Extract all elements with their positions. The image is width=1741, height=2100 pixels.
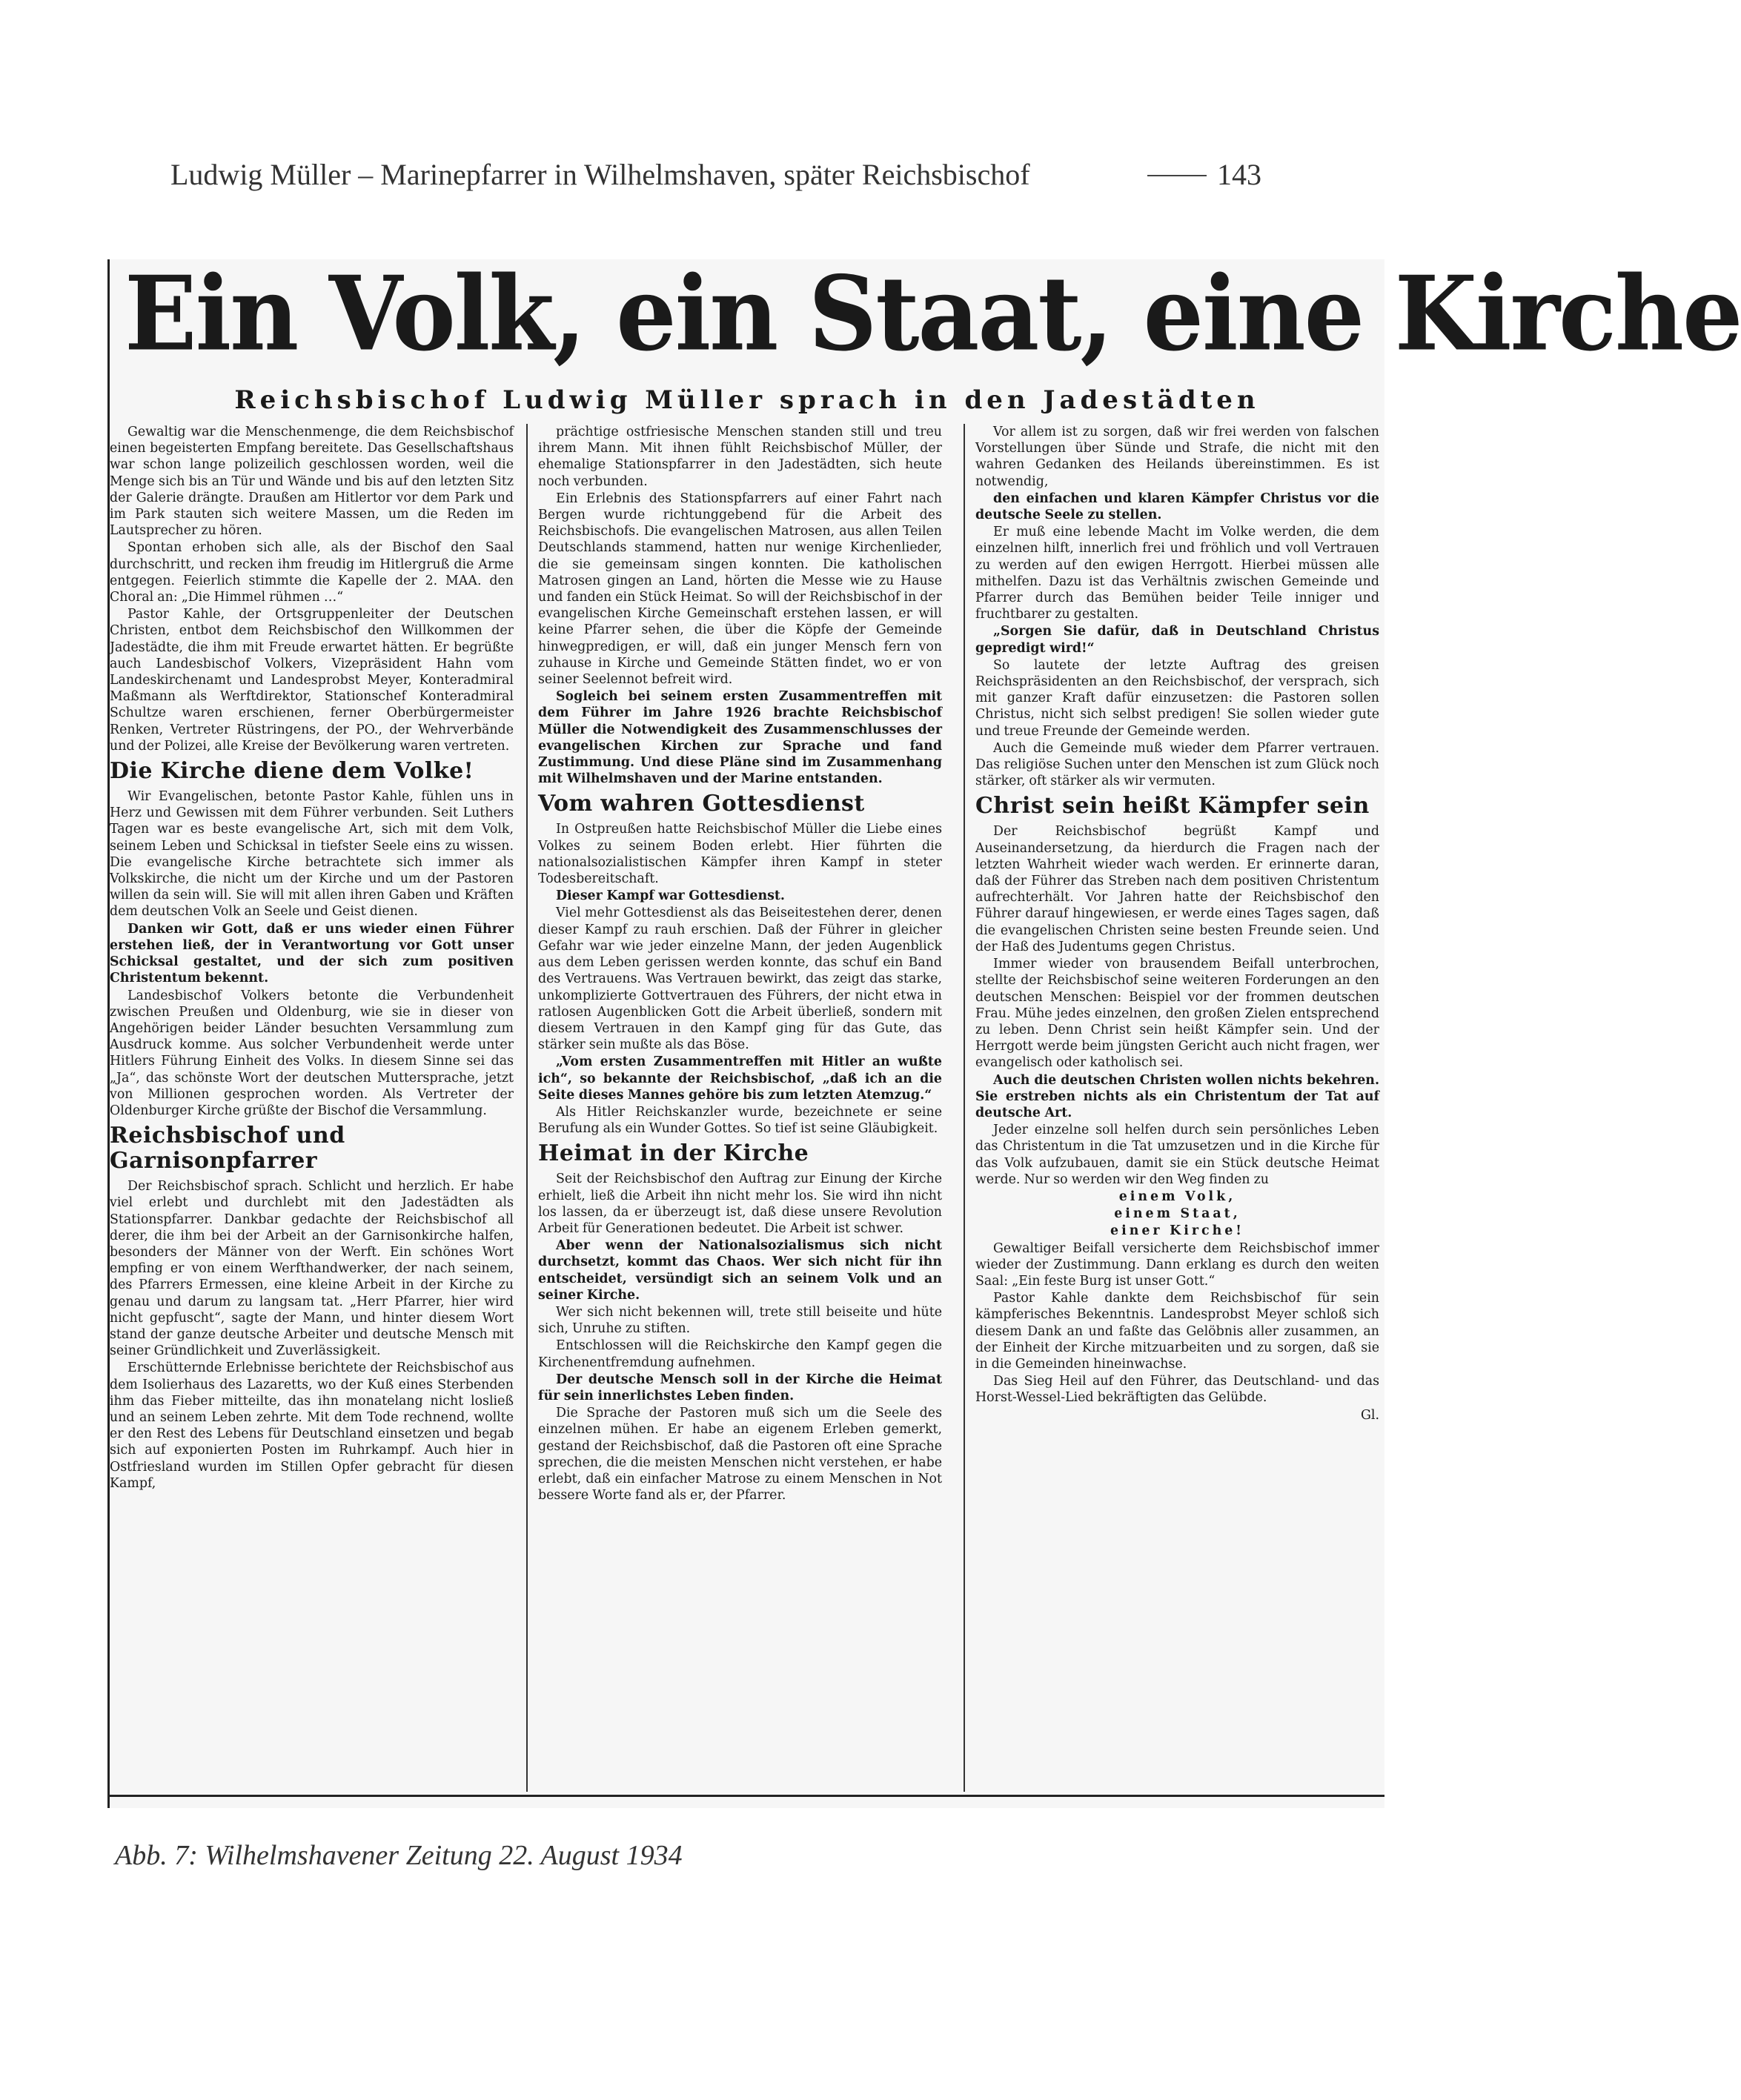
paragraph: Er muß eine lebende Macht im Volke werden, die dem einzelnen hilft, innerlich frei und fröhlich und voll Vertrauen zu werden auf den ewigen Herrgott. Hierbei müssen alle mithelfen. Dazu ist das Verhältnis zwischen Gemeinde und Pfarrer durch das Bemühen beider Teile inniger und fruchtbarer zu gestalten. <box>975 525 1379 622</box>
emphasized-paragraph: Danken wir Gott, daß er uns wieder einen Führer erstehen ließ, der in Verantwortung vor Gott unser Schicksal gestaltet, und der sich zum positiven Christentum bekennt. <box>110 921 514 986</box>
paragraph: Pastor Kahle, der Ortsgruppenleiter der Deutschen Christen, entbot dem Reichsbischof den Willkommen der Jadestädte, die ihm mit Freude erwartet hätten. Er begrüßte auch Landesbischof Volkers, Vizepräsident Hahn vom Landeskirchenamt und Landesprobst Meyer, Konteradmiral Maßmann als Werftdirektor, Stationschef Konteradmiral Schultze waren erschienen, ferner Oberbürgermeister Renken, Vertreter Rüstringens, der PO., der Wehrverbände und der Polizei, alle Kreise der Bevölkerung waren vertreten. <box>110 607 514 754</box>
paragraph: So lautete der letzte Auftrag des greisen Reichspräsidenten an den Reichsbischof, der versprach, sich mit ganzer Kraft dafür einzusetzen: die Pastoren sollen Christus, nicht sich selbst predigen! Sie sollen wieder gute und treue Freunde der Gemeinde werden. <box>975 657 1379 739</box>
emphasized-paragraph: „Vom ersten Zusammentreffen mit Hitler an wußte ich“, so bekannte der Reichsbischof, „daß ich an die Seite dieses Mannes gehöre bis zum letzten Atemzug.“ <box>538 1054 942 1103</box>
paragraph: Das Sieg Heil auf den Führer, das Deutschland- und das Horst-Wessel-Lied bekräftigten das Gelübde. <box>975 1374 1379 1406</box>
paragraph: Seit der Reichsbischof den Auftrag zur Einung der Kirche erhielt, ließ die Arbeit ihn nicht mehr los. Sie wird ihn nicht los lassen, da er überzeugt ist, daß diese unsere Revolution Arbeit für Generationen bedeutet. Die Arbeit ist schwer. <box>538 1172 942 1236</box>
article-column-2 <box>538 424 942 1504</box>
paragraph: Der Reichsbischof sprach. Schlicht und herzlich. Er habe viel erlebt und durchlebt mit den Jadestädten als Stationspfarrer. Dankbar gedachte der Reichsbischof all derer, die ihm bei der Arbeit an der Garnisonkirche halfen, besonders der Männer von der Werft. Ein schönes Wort empfing er von einem Werfthandwerker, der nach seinem, des Pfarrers Ermessen, eine kleine Arbeit in der Kirche zu genau und darum zu langsam tat. „Herr Pfarrer, hier wird nicht gepfuscht“, sagte der Mann, und hinter diesem Wort stand der ganze deutsche Arbeiter und deutsche Mensch mit seiner Gründlichkeit und Zuverlässigkeit. <box>110 1179 514 1359</box>
emphasized-paragraph: Der deutsche Mensch soll in der Kirche die Heimat für sein innerlichstes Leben finden. <box>538 1372 942 1403</box>
paragraph: einem Staat, <box>1114 1206 1241 1222</box>
running-head-rule <box>1147 175 1207 176</box>
running-head-title: Ludwig Müller – Marinepfarrer in Wilhelmshaven, später Reichsbischof <box>170 158 1030 191</box>
paragraph: Erschütternde Erlebnisse berichtete der Reichsbischof aus dem Isolierhaus des Lazaretts, wo der Kuß eines Sterbenden ihm das Fieber mitteilte, das ihn monatelang nicht losließ und an seinem Leben zehrte. Mit dem Tode rechnend, wollte er den Rest des Lebens für Deutschland einsetzen und begab sich auf exponierten Posten im Ruhrkampf. Auch hier in Ostfriesland wurden im Stillen Opfer gebracht für diesen Kampf, <box>110 1360 514 1491</box>
section-heading: Christ sein heißt Kämpfer sein <box>975 793 1370 820</box>
article-column-1 <box>110 424 514 1492</box>
paragraph: Die Sprache der Pastoren muß sich um die Seele des einzelnen mühen. Er habe an eigenem Erleben gemerkt, gestand der Reichsbischof, daß die Pastoren oft eine Sprache sprechen, die die meisten Menschen nicht verstehen, er habe erlebt, daß ein einfacher Matrose zu einem Menschen in Not bessere Worte fand als er, der Pfarrer. <box>538 1406 942 1503</box>
figure-caption: Abb. 7: Wilhelmshavener Zeitung 22. August 1934 <box>115 1840 683 1871</box>
column-divider <box>526 424 528 1792</box>
paragraph: prächtige ostfriesische Menschen standen still und treu ihrem Mann. Mit ihnen fühlt Reichsbischof Müller, der ehemalige Stationspfarrer in den Jadestädten, sich heute noch verbunden. <box>538 425 942 489</box>
section-heading: Heimat in der Kirche <box>538 1140 809 1167</box>
bottom-rule <box>110 1795 1384 1797</box>
emphasized-paragraph: Auch die deutschen Christen wollen nichts bekehren. Sie erstreben nichts als ein Christentum der Tat auf deutsche Art. <box>975 1072 1379 1120</box>
paragraph: Entschlossen will die Reichskirche den Kampf gegen die Kirchenentfremdung aufnehmen. <box>538 1338 942 1370</box>
paragraph: Der Reichsbischof begrüßt Kampf und Auseinandersetzung, da hierdurch die Fragen nach der letzten Wahrheit wieder wach werden. Er erinnerte daran, daß der Führer das Streben nach dem positiven Christentum aufrechterhält. Vor Jahren hatte der Reichsbischof den Führer darauf hingewiesen, er werde eines Tages sagen, daß die evangelischen Christen seine besten Freunde seien. Und der Haß des Judentums gegen Christus. <box>975 824 1379 954</box>
paragraph: einer Kirche! <box>1110 1223 1244 1239</box>
paragraph: Viel mehr Gottesdienst als das Beiseitestehen derer, denen dieser Kampf zu rauh erschien. Daß der Führer in gleicher Gefahr war wie jeder einzelne Mann, der jeden Augenblick aus dem Leben gerissen werden konnte, das schuf ein Band des Vertrauens. Was Vertrauen bewirkt, das zeigt das starke, unkomplizierte Gottvertrauen des Führers, der nicht etwa in ratlosen Augenblicken Gott die Arbeit überließ, sondern mit diesem Vertrauen in den Kampf ging für das Gute, das stärker sein mußte als das Böse. <box>538 906 942 1053</box>
paragraph: Ein Erlebnis des Stationspfarrers auf einer Fahrt nach Bergen wurde richtunggebend für die Arbeit des Reichsbischofs. Die evangelischen Matrosen, aus allen Teilen Deutschlands stammend, hatten nur wenige Kirchenlieder, die sie gemeinsam singen konnten. Die katholischen Matrosen gingen an Land, hörten die Messe wie zu Hause und fanden ein Stück Heimat. So will der Reichsbischof in der evangelischen Kirche Gemeinschaft erstehen lassen, er will keine Pfarrer sehen, die über die Köpfe der Gemeinde hinwegpredigen, er will, daß ein junger Mensch fern von zuhause in Kirche und Gemeinde Stätten findet, wo er von seiner Seelennot befreit wird. <box>538 491 942 688</box>
paragraph: Gewaltig war die Menschenmenge, die dem Reichsbischof einen begeisterten Empfang bereitete. Das Gesellschaftshaus war schon lange polizeilich geschlossen worden, weil die Menge sich bis an Tür und Wände und bis auf den letzten Sitz der Galerie drängte. Draußen am Hitlertor vor dem Park und im Park stauten sich weitere Massen, um die Reden im Lautsprecher zu hören. <box>110 425 514 539</box>
article-subheadline: Reichsbischof Ludwig Müller sprach in den Jadestädten <box>234 385 1260 415</box>
paragraph: Auch die Gemeinde muß wieder dem Pfarrer vertrauen. Das religiöse Suchen unter den Menschen ist zum Glück noch stärker, oft stärker als wir vermuten. <box>975 740 1379 789</box>
paragraph: Pastor Kahle dankte dem Reichsbischof für sein kämpferisches Bekenntnis. Landesprobst Meyer schloß sich diesem Dank an und faßte das Gelöbnis aller zusammen, an der Einheit der Kirche mitzuarbeiten und zu sorgen, daß sie in die Gemeinden hineinwachse. <box>975 1291 1379 1372</box>
emphasized-paragraph: Dieser Kampf war Gottesdienst. <box>556 888 785 904</box>
emphasized-paragraph: Aber wenn der Nationalsozialismus sich nicht durchsetzt, kommt das Chaos. Wer sich nicht für ihn entscheidet, versündigt sich an seinem Volk und an seiner Kirche. <box>538 1238 942 1303</box>
paragraph: Gl. <box>1361 1407 1379 1423</box>
section-heading: Vom wahren Gottesdienst <box>538 791 865 817</box>
paragraph: Wir Evangelischen, betonte Pastor Kahle, fühlen uns in Herz und Gewissen mit dem Führer verbunden. Seit Luthers Tagen war es beste evangelische Art, sich mit dem Volk, seinem Leben und Schicksal in tiefster Seele eins zu wissen. Die evangelische Kirche betrachtete sich immer als Volkskirche, die nicht um der Kirche und um der Pastoren willen da sein will. Sie will mit allen ihren Gaben und Kräften dem deutschen Volk an Seele und Geist dienen. <box>110 789 514 920</box>
paragraph: Spontan erhoben sich alle, als der Bischof den Saal durchschritt, und recken ihm freudig im Hitlergruß die Arme entgegen. Feierlich stimmte die Kapelle der 2. MAA. den Choral an: „Die Himmel rühmen …“ <box>110 540 514 605</box>
newspaper-clipping <box>107 254 1741 1808</box>
paragraph: Gewaltiger Beifall versicherte dem Reichsbischof immer wieder der Zustimmung. Dann erklang es durch den weiten Saal: „Ein feste Burg ist unser Gott.“ <box>975 1240 1379 1289</box>
paragraph: Jeder einzelne soll helfen durch sein persönliches Leben das Christentum in die Tat umzusetzen und in die Kirche für das Volk aufzubauen, damit sie ein Stück deutsche Heimat werde. Nur so werden wir den Weg finden zu <box>975 1123 1379 1187</box>
emphasized-paragraph: Sogleich bei seinem ersten Zusammentreffen mit dem Führer im Jahre 1926 brachte Reichsbischof Müller die Notwendigkeit des Zusammenschlusses der evangelischen Kirchen zur Sprache und fand Zustimmung. Und diese Pläne sind im Zusammenhang mit Wilhelmshaven und der Marine entstanden. <box>538 689 942 787</box>
paragraph: Landesbischof Volkers betonte die Verbundenheit zwischen Preußen und Oldenburg, wie sie in dieser von Angehörigen beider Länder besuchten Versammlung zum Ausdruck komme. Aus solcher Verbundenheit werde unter Hitlers Führung Einheit des Volks. In diesem Sinne sei das „Ja“, das schönste Wort der deutschen Muttersprache, jetzt von Millionen gesprochen worden. Als Vertreter der Oldenburger Kirche grüßte der Bischof die Versammlung. <box>110 988 514 1118</box>
article-headline: Ein Volk, ein Staat, eine Kirche <box>125 254 1741 374</box>
section-heading: Die Kirche diene dem Volke! <box>110 758 474 785</box>
emphasized-paragraph: „Sorgen Sie dafür, daß in Deutschland Christus gepredigt wird!“ <box>975 624 1379 656</box>
paragraph: Wer sich nicht bekennen will, trete still beiseite und hüte sich, Unruhe zu stiften. <box>538 1304 942 1337</box>
paragraph: Als Hitler Reichskanzler wurde, bezeichnete er seine Berufung als ein Wunder Gottes. So tief ist seine Gläubigkeit. <box>538 1104 942 1137</box>
article-column-3 <box>975 424 1379 1424</box>
paragraph: Vor allem ist zu sorgen, daß wir frei werden von falschen Vorstellungen über Sünde und Strafe, die nicht mit den wahren Gedanken des Heilands übereinstimmen. Es ist notwendig, <box>975 425 1379 489</box>
paragraph: Immer wieder von brausendem Beifall unterbrochen, stellte der Reichsbischof seine weiteren Forderungen an den deutschen Menschen: Beispiel vor der frommen deutschen Frau. Mühe jedes einzelnen, den großen Zielen entsprechend zu leben. Denn Christ sein heißt Kämpfer sein. Und der Herrgott werde beim jüngsten Gericht auch nicht fragen, wer evangelisch oder katholisch sei. <box>975 957 1379 1071</box>
column-divider <box>964 424 965 1792</box>
emphasized-paragraph: den einfachen und klaren Kämpfer Christus vor die deutsche Seele zu stellen. <box>975 491 1379 523</box>
section-heading: Reichsbischof und Garnisonpfarrer <box>110 1123 345 1174</box>
page-number: 143 <box>1217 158 1261 191</box>
paragraph: einem Volk, <box>1118 1189 1236 1204</box>
paragraph: In Ostpreußen hatte Reichsbischof Müller die Liebe eines Volkes zu seinem Boden erlebt. Hier führten die nationalsozialistischen Kämpfer ihren Kampf in steter Todesbereitschaft. <box>538 822 942 887</box>
